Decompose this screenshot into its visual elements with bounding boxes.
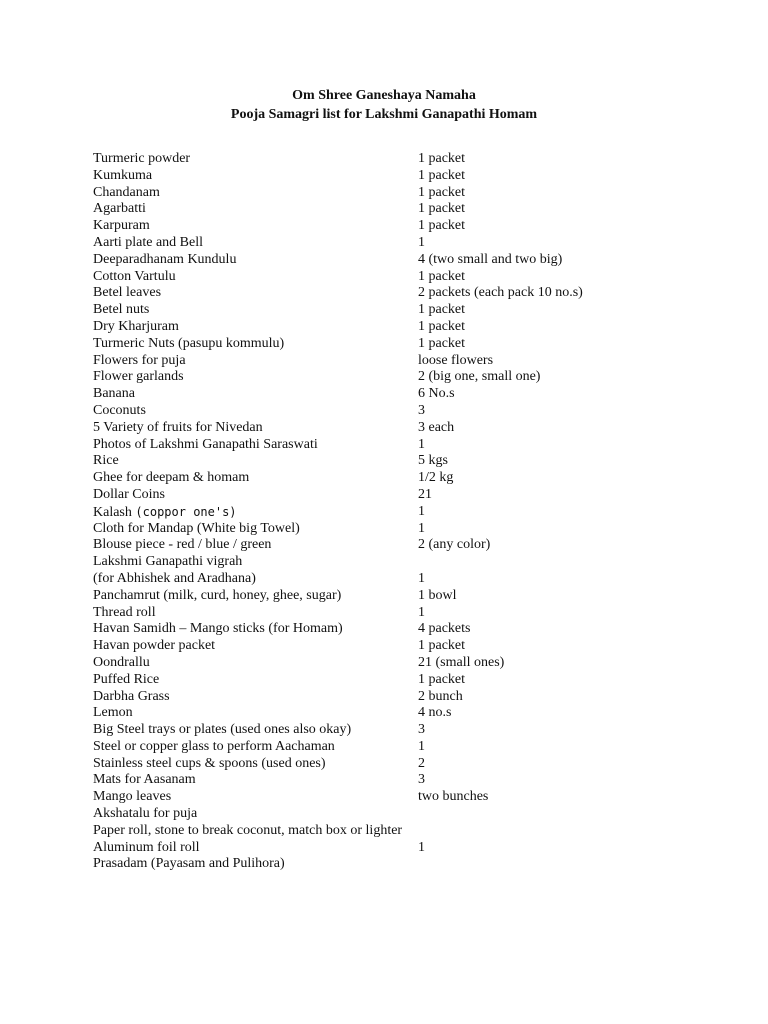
item-quantity: 2 bbox=[418, 755, 425, 771]
item-name-text: Havan powder packet bbox=[93, 638, 216, 654]
list-item bbox=[93, 437, 733, 454]
list-item bbox=[93, 218, 733, 235]
item-name-text: Aluminum foil roll bbox=[93, 839, 200, 855]
list-item bbox=[93, 235, 733, 252]
item-name-text: Karpuram bbox=[93, 218, 150, 234]
item-name-text: (for Abhishek and Aradhana) bbox=[93, 570, 256, 586]
item-name-text: Chandanam bbox=[93, 184, 160, 200]
item-quantity: loose flowers bbox=[418, 352, 494, 368]
item-name bbox=[93, 453, 119, 470]
item-name bbox=[93, 235, 203, 252]
item-name-text: Mats for Aasanam bbox=[93, 772, 196, 788]
item-name-text: Akshatalu for puja bbox=[93, 806, 198, 822]
item-name bbox=[93, 185, 160, 202]
item-quantity: 3 bbox=[418, 772, 425, 788]
list-item bbox=[93, 739, 733, 756]
item-quantity: 1 packet bbox=[418, 218, 466, 234]
item-quantity: 4 packets bbox=[418, 621, 471, 637]
item-quantity: 1 packet bbox=[418, 167, 466, 183]
item-name-text: Blouse piece - red / blue / green bbox=[93, 537, 272, 553]
item-name-text: Cloth for Mandap (White big Towel) bbox=[93, 520, 300, 536]
document-title: Pooja Samagri list for Lakshmi Ganapathi Homam bbox=[230, 107, 538, 122]
item-name bbox=[93, 521, 300, 538]
item-name-text: Coconuts bbox=[93, 402, 146, 418]
item-name-text: Aarti plate and Bell bbox=[93, 234, 204, 250]
item-name-text: Mango leaves bbox=[93, 789, 172, 805]
item-name-text: Kumkuma bbox=[93, 167, 153, 183]
item-name bbox=[93, 672, 159, 689]
item-name bbox=[93, 823, 402, 840]
item-quantity: 6 No.s bbox=[418, 386, 455, 402]
list-item bbox=[93, 588, 733, 605]
item-name-note: (coppor one's) bbox=[135, 504, 237, 519]
list-item bbox=[93, 285, 733, 302]
item-name bbox=[93, 722, 351, 739]
item-name bbox=[93, 806, 197, 823]
item-quantity: 4 no.s bbox=[418, 705, 452, 721]
item-quantity: 1 packet bbox=[418, 201, 466, 217]
item-name bbox=[93, 420, 263, 437]
item-name bbox=[93, 386, 135, 403]
item-name bbox=[93, 789, 171, 806]
item-quantity: 21 bbox=[418, 486, 432, 502]
item-name-text: Flower garlands bbox=[93, 369, 184, 385]
item-quantity: 1 bowl bbox=[418, 587, 457, 603]
item-name-text: Agarbatti bbox=[93, 201, 146, 217]
item-name-text: Paper roll, stone to break coconut, match box or lighter bbox=[93, 822, 403, 838]
item-quantity: 1 packet bbox=[418, 318, 466, 334]
list-item bbox=[93, 369, 733, 386]
item-quantity: 1 bbox=[418, 839, 425, 855]
item-name-text: Rice bbox=[93, 453, 119, 469]
item-name bbox=[93, 369, 184, 386]
item-quantity: 2 packets (each pack 10 no.s) bbox=[418, 285, 583, 301]
list-item bbox=[93, 571, 733, 588]
list-item bbox=[93, 353, 733, 370]
item-name-text: Stainless steel cups & spoons (used ones) bbox=[93, 755, 326, 771]
document-header bbox=[0, 86, 768, 124]
item-name bbox=[93, 201, 146, 218]
list-item bbox=[93, 386, 733, 403]
item-name bbox=[93, 319, 179, 336]
item-quantity: 1 bbox=[418, 604, 425, 620]
item-quantity: 1 bbox=[418, 234, 425, 250]
item-name-text: Havan Samidh – Mango sticks (for Homam) bbox=[93, 621, 343, 637]
list-item bbox=[93, 621, 733, 638]
item-quantity: 5 kgs bbox=[418, 453, 448, 469]
item-name bbox=[93, 285, 161, 302]
item-name bbox=[93, 856, 285, 873]
item-name bbox=[93, 218, 150, 235]
item-quantity: 1 packet bbox=[418, 184, 466, 200]
list-item bbox=[93, 336, 733, 353]
list-item bbox=[93, 168, 733, 185]
item-name-text: Big Steel trays or plates (used ones also okay) bbox=[93, 722, 352, 738]
item-name-text: Darbha Grass bbox=[93, 688, 170, 704]
list-item bbox=[93, 605, 733, 622]
list-item bbox=[93, 722, 733, 739]
item-quantity: 1 packet bbox=[418, 335, 466, 351]
item-name-text: Lakshmi Ganapathi vigrah bbox=[93, 554, 243, 570]
item-name bbox=[93, 588, 341, 605]
list-item bbox=[93, 856, 733, 873]
item-name-text: Puffed Rice bbox=[93, 671, 160, 687]
list-item bbox=[93, 252, 733, 269]
item-name bbox=[93, 437, 318, 454]
item-name bbox=[93, 621, 343, 638]
list-item bbox=[93, 772, 733, 789]
list-item bbox=[93, 487, 733, 504]
list-item bbox=[93, 840, 733, 857]
item-quantity: 1 packet bbox=[418, 671, 466, 687]
item-name-text: Betel nuts bbox=[93, 302, 150, 318]
item-name bbox=[93, 605, 156, 622]
item-quantity: 1 bbox=[418, 503, 425, 519]
item-name bbox=[93, 537, 271, 554]
list-item bbox=[93, 554, 733, 571]
item-quantity: 1 packet bbox=[418, 302, 466, 318]
item-name-text: Thread roll bbox=[93, 604, 156, 620]
item-name-text: Prasadam (Payasam and Pulihora) bbox=[93, 856, 285, 872]
item-name-text: Dollar Coins bbox=[93, 486, 165, 502]
item-name bbox=[93, 739, 335, 756]
item-quantity: two bunches bbox=[418, 789, 489, 805]
item-name-text: Cotton Vartulu bbox=[93, 268, 176, 284]
header-invocation: Om Shree Ganeshaya Namaha bbox=[292, 88, 476, 103]
item-name-text: Ghee for deepam & homam bbox=[93, 470, 250, 486]
item-name-text: Betel leaves bbox=[93, 285, 162, 301]
item-name bbox=[93, 302, 149, 319]
item-name bbox=[93, 403, 146, 420]
item-quantity: 2 (any color) bbox=[418, 537, 491, 553]
list-item bbox=[93, 756, 733, 773]
item-name-text: Panchamrut (milk, curd, honey, ghee, sugar) bbox=[93, 587, 342, 603]
list-item bbox=[93, 655, 733, 672]
list-item bbox=[93, 638, 733, 655]
item-quantity: 1 packet bbox=[418, 151, 466, 166]
item-name-text: Kalash bbox=[93, 504, 136, 520]
item-name bbox=[93, 571, 256, 588]
item-name-text: Dry Kharjuram bbox=[93, 318, 179, 334]
item-name-text: Flowers for puja bbox=[93, 352, 186, 368]
item-name bbox=[93, 336, 284, 353]
item-name bbox=[93, 504, 237, 522]
samagri-list bbox=[93, 151, 733, 873]
list-item bbox=[93, 823, 733, 840]
item-quantity: 1 bbox=[418, 738, 425, 754]
list-item bbox=[93, 672, 733, 689]
item-name bbox=[93, 655, 150, 672]
list-item bbox=[93, 420, 733, 437]
item-quantity: 3 each bbox=[418, 419, 455, 435]
item-name bbox=[93, 168, 152, 185]
list-item bbox=[93, 319, 733, 336]
item-name bbox=[93, 840, 200, 857]
list-item bbox=[93, 185, 733, 202]
item-name bbox=[93, 756, 326, 773]
item-name-text: 5 Variety of fruits for Nivedan bbox=[93, 419, 263, 435]
item-name bbox=[93, 772, 196, 789]
item-quantity: 1/2 kg bbox=[418, 470, 454, 486]
item-quantity: 4 (two small and two big) bbox=[418, 251, 563, 267]
item-name-text: Lemon bbox=[93, 705, 133, 721]
item-name-text: Turmeric powder bbox=[93, 151, 191, 166]
item-name bbox=[93, 554, 242, 571]
list-item bbox=[93, 521, 733, 538]
item-quantity: 1 bbox=[418, 520, 425, 536]
item-name-text: Turmeric Nuts (pasupu kommulu) bbox=[93, 335, 285, 351]
list-item bbox=[93, 806, 733, 823]
item-name-text: Oondrallu bbox=[93, 654, 150, 670]
list-item bbox=[93, 201, 733, 218]
list-item bbox=[93, 453, 733, 470]
item-name-text: Steel or copper glass to perform Aachaman bbox=[93, 738, 335, 754]
item-name-text: Photos of Lakshmi Ganapathi Saraswati bbox=[93, 436, 318, 452]
list-item bbox=[93, 537, 733, 554]
item-quantity: 1 bbox=[418, 570, 425, 586]
item-quantity: 1 packet bbox=[418, 638, 466, 654]
item-quantity: 21 (small ones) bbox=[418, 654, 505, 670]
list-item bbox=[93, 403, 733, 420]
item-name-text: Deeparadhanam Kundulu bbox=[93, 251, 237, 267]
item-name bbox=[93, 705, 133, 722]
list-item bbox=[93, 269, 733, 286]
item-name bbox=[93, 269, 176, 286]
item-name bbox=[93, 252, 236, 269]
list-item bbox=[93, 470, 733, 487]
item-quantity: 3 bbox=[418, 402, 425, 418]
item-quantity: 3 bbox=[418, 722, 425, 738]
item-name bbox=[93, 353, 186, 370]
list-item bbox=[93, 302, 733, 319]
item-quantity: 1 bbox=[418, 436, 425, 452]
item-quantity: 2 (big one, small one) bbox=[418, 369, 541, 385]
item-name bbox=[93, 638, 215, 655]
list-item bbox=[93, 504, 733, 521]
list-item bbox=[93, 151, 733, 168]
list-item bbox=[93, 689, 733, 706]
item-quantity: 1 packet bbox=[418, 268, 466, 284]
list-item bbox=[93, 789, 733, 806]
item-name bbox=[93, 689, 170, 706]
item-name bbox=[93, 470, 249, 487]
item-name bbox=[93, 487, 165, 504]
item-name-text: Banana bbox=[93, 386, 135, 402]
item-quantity: 2 bunch bbox=[418, 688, 463, 704]
item-name bbox=[93, 151, 190, 168]
list-item bbox=[93, 705, 733, 722]
